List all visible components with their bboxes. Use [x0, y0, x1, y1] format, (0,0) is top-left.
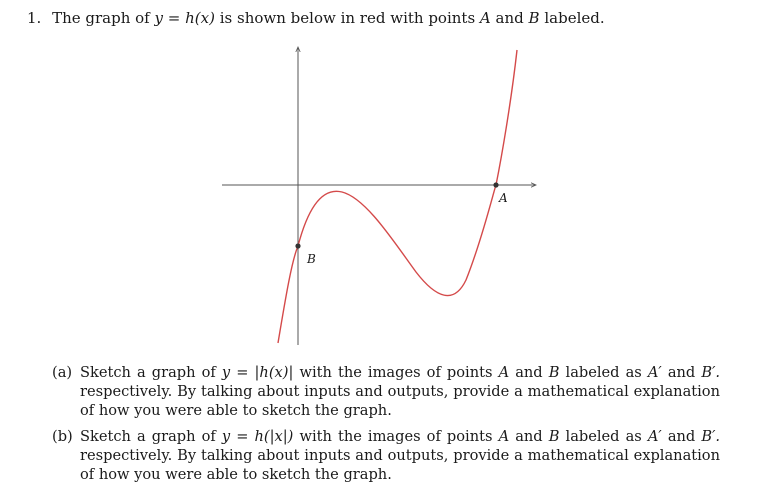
part-b-eq-lhs: y	[221, 428, 231, 445]
part-a	[52, 363, 720, 420]
part-b-point-b-prime: B′.	[701, 428, 721, 445]
part-b-point-a: A	[498, 428, 510, 445]
problem-and: and	[495, 9, 524, 27]
part-b-text2: with the images of points	[299, 428, 493, 445]
point-b-label: B	[307, 252, 316, 266]
part-b-text4: respectively. By talking about inputs and outputs, provide a mathematical explanation of how you were able to sketch the graph.	[80, 447, 720, 483]
point-a-label: A	[499, 191, 508, 205]
part-b-eq-sign: =	[236, 428, 249, 445]
part-a-point-b: B	[548, 364, 560, 381]
part-b-point-b: B	[548, 428, 560, 445]
part-a-point-a: A	[498, 364, 510, 381]
equation-lhs: y	[154, 9, 163, 27]
problem-point-a: A	[479, 9, 491, 27]
part-b-label: (b)	[52, 428, 73, 445]
part-b-eq-rhs: h(|x|)	[254, 428, 294, 445]
part-a-text4: respectively. By talking about inputs and outputs, provide a mathematical explanation of how you were able to sketch the graph.	[80, 383, 720, 419]
part-a-point-b-prime: B′.	[701, 364, 721, 381]
problem-text-end: labeled.	[544, 9, 605, 27]
part-b	[52, 427, 720, 484]
part-b-and: and	[515, 428, 543, 445]
h-curve	[278, 50, 517, 343]
part-a-text2: with the images of points	[299, 364, 493, 381]
part-b-point-a-prime: A′	[647, 428, 662, 445]
part-b-text3: labeled as	[565, 428, 642, 445]
part-a-label: (a)	[52, 364, 73, 381]
part-a-and: and	[515, 364, 543, 381]
part-b-and2: and	[667, 428, 696, 445]
part-a-text3: labeled as	[565, 364, 642, 381]
part-b-body	[80, 427, 720, 484]
part-a-text1: Sketch a graph of	[80, 364, 216, 381]
problem-text-before: The graph of	[52, 9, 150, 27]
part-a-eq-lhs: y	[221, 364, 231, 381]
problem-point-b: B	[528, 9, 540, 27]
part-a-eq-rhs: |h(x)|	[254, 364, 294, 381]
point-b-marker	[295, 243, 300, 248]
part-a-and2: and	[667, 364, 696, 381]
point-a-marker	[493, 182, 498, 187]
part-a-eq-sign: =	[236, 364, 249, 381]
part-a-point-a-prime: A′	[647, 364, 662, 381]
equation-equals: =	[167, 9, 181, 27]
part-b-text1: Sketch a graph of	[80, 428, 216, 445]
part-a-body	[80, 363, 720, 420]
problem-number: 1.	[27, 9, 42, 27]
equation-rhs: h(x)	[185, 9, 215, 27]
problem-text-after: is shown below in red with points	[219, 9, 476, 27]
